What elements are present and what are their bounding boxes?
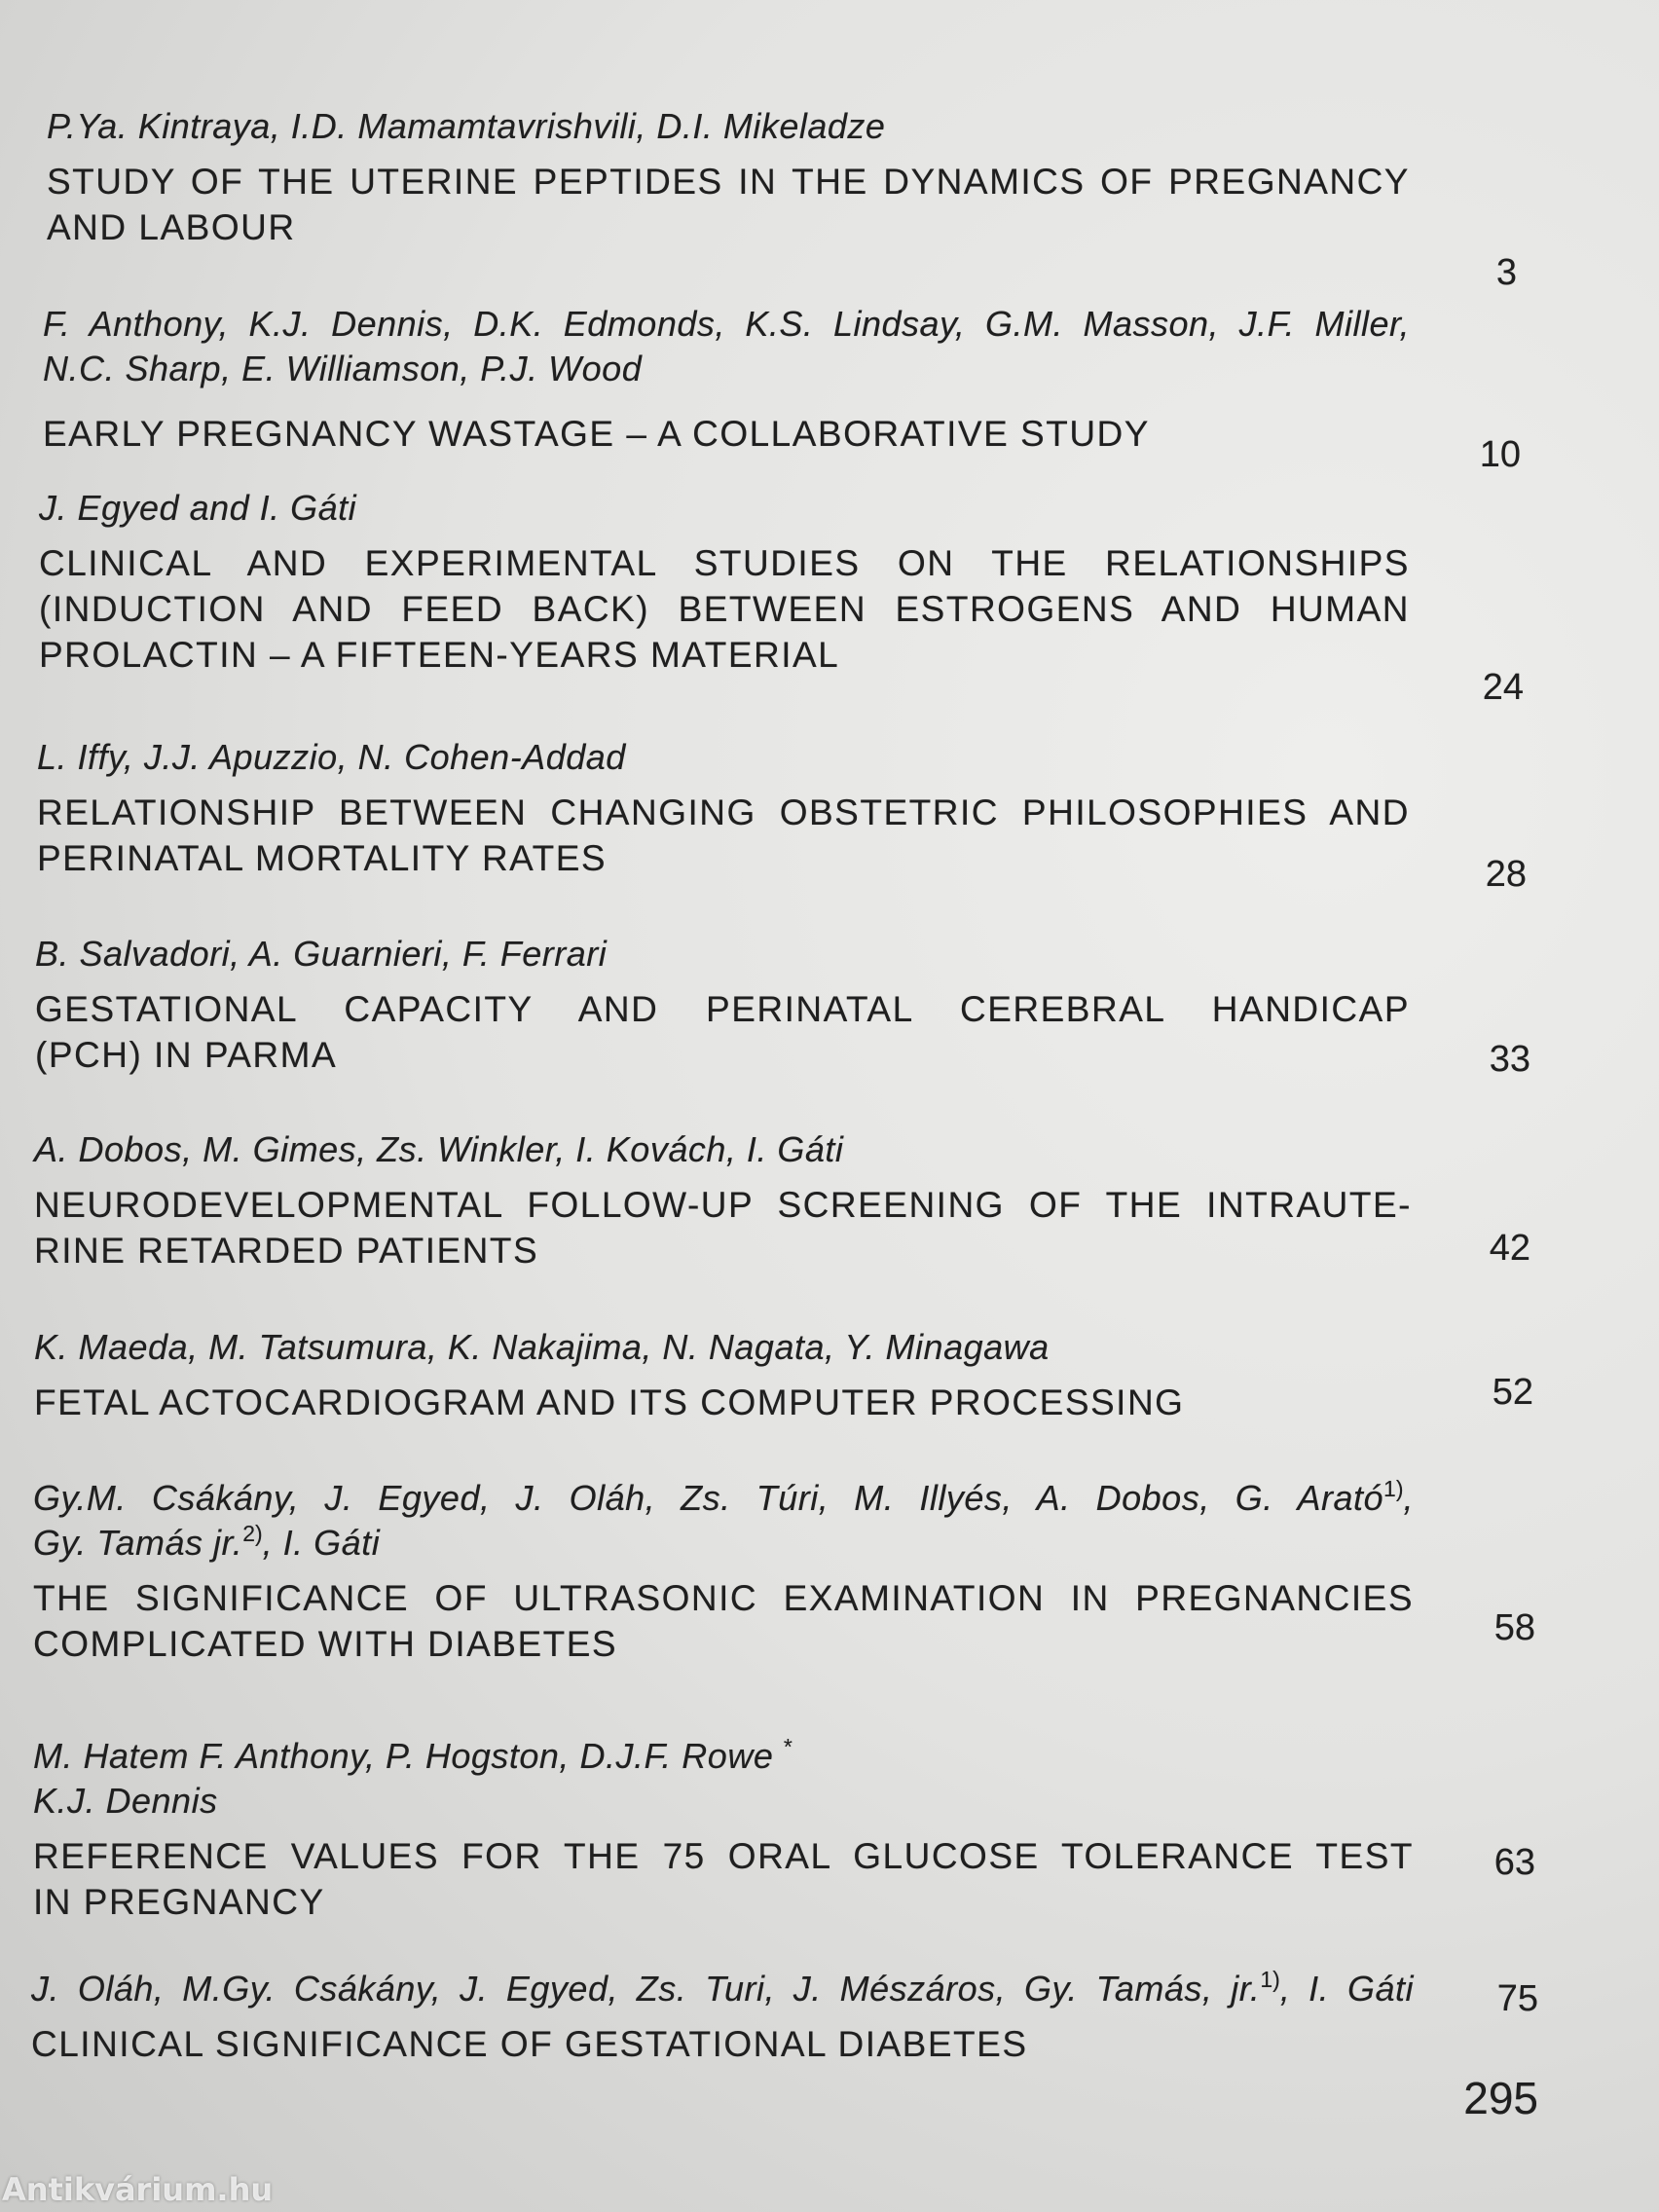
author-names: A. Dobos, M. Gimes, Zs. Winkler, I. Kovách, I. Gáti	[34, 1129, 844, 1169]
toc-entry	[0, 1127, 1659, 1273]
entry-authors	[34, 1127, 1412, 1172]
author-names: J. Egyed and I. Gáti	[39, 488, 357, 528]
entry-authors	[39, 486, 1410, 531]
author-footnote-mark: 1)	[1260, 1967, 1280, 1992]
entry-authors	[31, 1967, 1414, 2011]
title-line: THE SIGNIFICANCE OF ULTRASONIC EXAMINATION IN PREGNANCIES	[33, 1578, 1414, 1618]
entry-page-number: 33	[1489, 1039, 1530, 1080]
author-names-after: , I. Gáti	[262, 1523, 381, 1563]
title-line: (INDUCTION AND FEED BACK) BETWEEN ESTROGENS AND HUMAN	[39, 589, 1410, 629]
author-line	[33, 1734, 1414, 1779]
title-line: PROLACTIN – A FIFTEEN-YEARS MATERIAL	[39, 635, 840, 675]
entry-title	[43, 411, 1410, 457]
entry-text-block	[33, 1734, 1414, 1925]
entry-title	[31, 2021, 1414, 2067]
entry-authors	[37, 735, 1410, 780]
author-line	[43, 302, 1410, 347]
author-names: N.C. Sharp, E. Williamson, P.J. Wood	[43, 349, 643, 388]
entry-text-block	[43, 302, 1410, 457]
author-line	[34, 1127, 1412, 1172]
title-line: RINE RETARDED PATIENTS	[34, 1231, 539, 1271]
entry-page-number: 75	[1496, 1978, 1538, 2019]
author-names-after: , I. Gáti	[1279, 1969, 1414, 2009]
toc-entry	[0, 1734, 1659, 1925]
title-line: CLINICAL SIGNIFICANCE OF GESTATIONAL DIABETES	[31, 2024, 1028, 2064]
author-footnote-mark: 1)	[1383, 1476, 1404, 1501]
author-line	[37, 735, 1410, 780]
title-line: FETAL ACTOCARDIOGRAM AND ITS COMPUTER PROCESSING	[34, 1382, 1185, 1422]
author-names: K.J. Dennis	[33, 1781, 218, 1821]
entry-title	[34, 1380, 1412, 1425]
author-line	[39, 486, 1410, 531]
entry-page-number: 10	[1479, 434, 1521, 475]
entry-page-number: 28	[1485, 854, 1527, 895]
title-line: IN PREGNANCY	[33, 1882, 325, 1922]
toc-entry	[0, 1967, 1659, 2067]
toc-entry	[0, 1476, 1659, 1667]
entry-title	[39, 540, 1410, 678]
toc-entry	[0, 104, 1659, 293]
author-line	[33, 1779, 1414, 1824]
entry-authors	[34, 1325, 1412, 1370]
entry-title	[34, 1182, 1412, 1273]
entry-text-block	[31, 1967, 1414, 2067]
title-line: AND LABOUR	[47, 207, 296, 247]
title-line: (PCH) IN PARMA	[35, 1035, 338, 1075]
entry-page-number: 42	[1489, 1228, 1530, 1269]
author-names: F. Anthony, K.J. Dennis, D.K. Edmonds, K.S. Lindsay, G.M. Masson, J.F. Miller,	[43, 304, 1410, 344]
author-footnote-mark: 2)	[242, 1521, 263, 1546]
title-line: CLINICAL AND EXPERIMENTAL STUDIES ON THE RELATIONSHIPS	[39, 543, 1410, 583]
author-names-after: ,	[1403, 1478, 1414, 1518]
entry-text-block	[39, 486, 1410, 678]
title-line: EARLY PREGNANCY WASTAGE – A COLLABORATIVE STUDY	[43, 414, 1150, 454]
entry-title	[33, 1833, 1414, 1925]
author-line	[47, 104, 1410, 149]
author-line	[43, 347, 1410, 391]
entry-text-block	[47, 104, 1410, 250]
entry-title	[37, 790, 1410, 881]
entry-text-block	[37, 735, 1410, 881]
entry-text-block	[35, 932, 1410, 1078]
toc-entry	[0, 302, 1659, 475]
author-names: Gy.M. Csákány, J. Egyed, J. Oláh, Zs. Túri, M. Illyés, A. Dobos, G. Arató	[33, 1478, 1384, 1518]
author-line	[33, 1476, 1414, 1521]
folio-page-number: 295	[1463, 2073, 1538, 2123]
author-line	[34, 1325, 1412, 1370]
author-line	[33, 1521, 1414, 1566]
entry-authors	[33, 1734, 1414, 1824]
author-names: B. Salvadori, A. Guarnieri, F. Ferrari	[35, 934, 608, 974]
entry-page-number: 63	[1493, 1842, 1535, 1883]
entry-text-block	[34, 1127, 1412, 1273]
entry-page-number: 58	[1493, 1607, 1535, 1648]
toc-entry	[0, 932, 1659, 1078]
entry-page-number: 52	[1492, 1372, 1533, 1413]
entry-authors	[33, 1476, 1414, 1566]
author-footnote-mark: *	[783, 1734, 793, 1759]
author-line	[31, 1967, 1414, 2011]
toc-entry	[0, 486, 1659, 708]
author-names: Gy. Tamás jr.	[33, 1523, 243, 1563]
entry-title	[35, 986, 1410, 1078]
author-names: M. Hatem F. Anthony, P. Hogston, D.J.F. Rowe	[33, 1736, 774, 1776]
author-names: K. Maeda, M. Tatsumura, K. Nakajima, N. Nagata, Y. Minagawa	[34, 1327, 1050, 1367]
title-line: STUDY OF THE UTERINE PEPTIDES IN THE DYNAMICS OF PREGNANCY	[47, 162, 1410, 202]
entry-title	[47, 159, 1410, 250]
title-line: GESTATIONAL CAPACITY AND PERINATAL CEREBRAL HANDICAP	[35, 989, 1410, 1029]
title-line: RELATIONSHIP BETWEEN CHANGING OBSTETRIC PHILOSOPHIES AND	[37, 793, 1410, 832]
entry-text-block	[33, 1476, 1414, 1667]
title-line: PERINATAL MORTALITY RATES	[37, 838, 608, 878]
toc-entry	[0, 1325, 1659, 1425]
author-line	[35, 932, 1410, 977]
entry-page-number: 24	[1482, 667, 1524, 708]
entry-page-number: 3	[1495, 252, 1517, 293]
author-names: P.Ya. Kintraya, I.D. Mamamtavrishvili, D.I. Mikeladze	[47, 106, 886, 146]
title-line: COMPLICATED WITH DIABETES	[33, 1624, 618, 1664]
title-line: REFERENCE VALUES FOR THE 75 ORAL GLUCOSE TOLERANCE TEST	[33, 1836, 1414, 1876]
title-line: NEURODEVELOPMENTAL FOLLOW-UP SCREENING OF THE INTRAUTE-	[34, 1185, 1412, 1225]
author-names: J. Oláh, M.Gy. Csákány, J. Egyed, Zs. Turi, J. Mészáros, Gy. Tamás, jr.	[31, 1969, 1261, 2009]
entry-text-block	[34, 1325, 1412, 1425]
entry-title	[33, 1575, 1414, 1667]
entry-authors	[47, 104, 1410, 149]
entry-authors	[43, 302, 1410, 391]
watermark: Antikvárium.hu	[2, 2171, 274, 2208]
toc-entry	[0, 735, 1659, 895]
author-names: L. Iffy, J.J. Apuzzio, N. Cohen-Addad	[37, 737, 626, 777]
entry-authors	[35, 932, 1410, 977]
